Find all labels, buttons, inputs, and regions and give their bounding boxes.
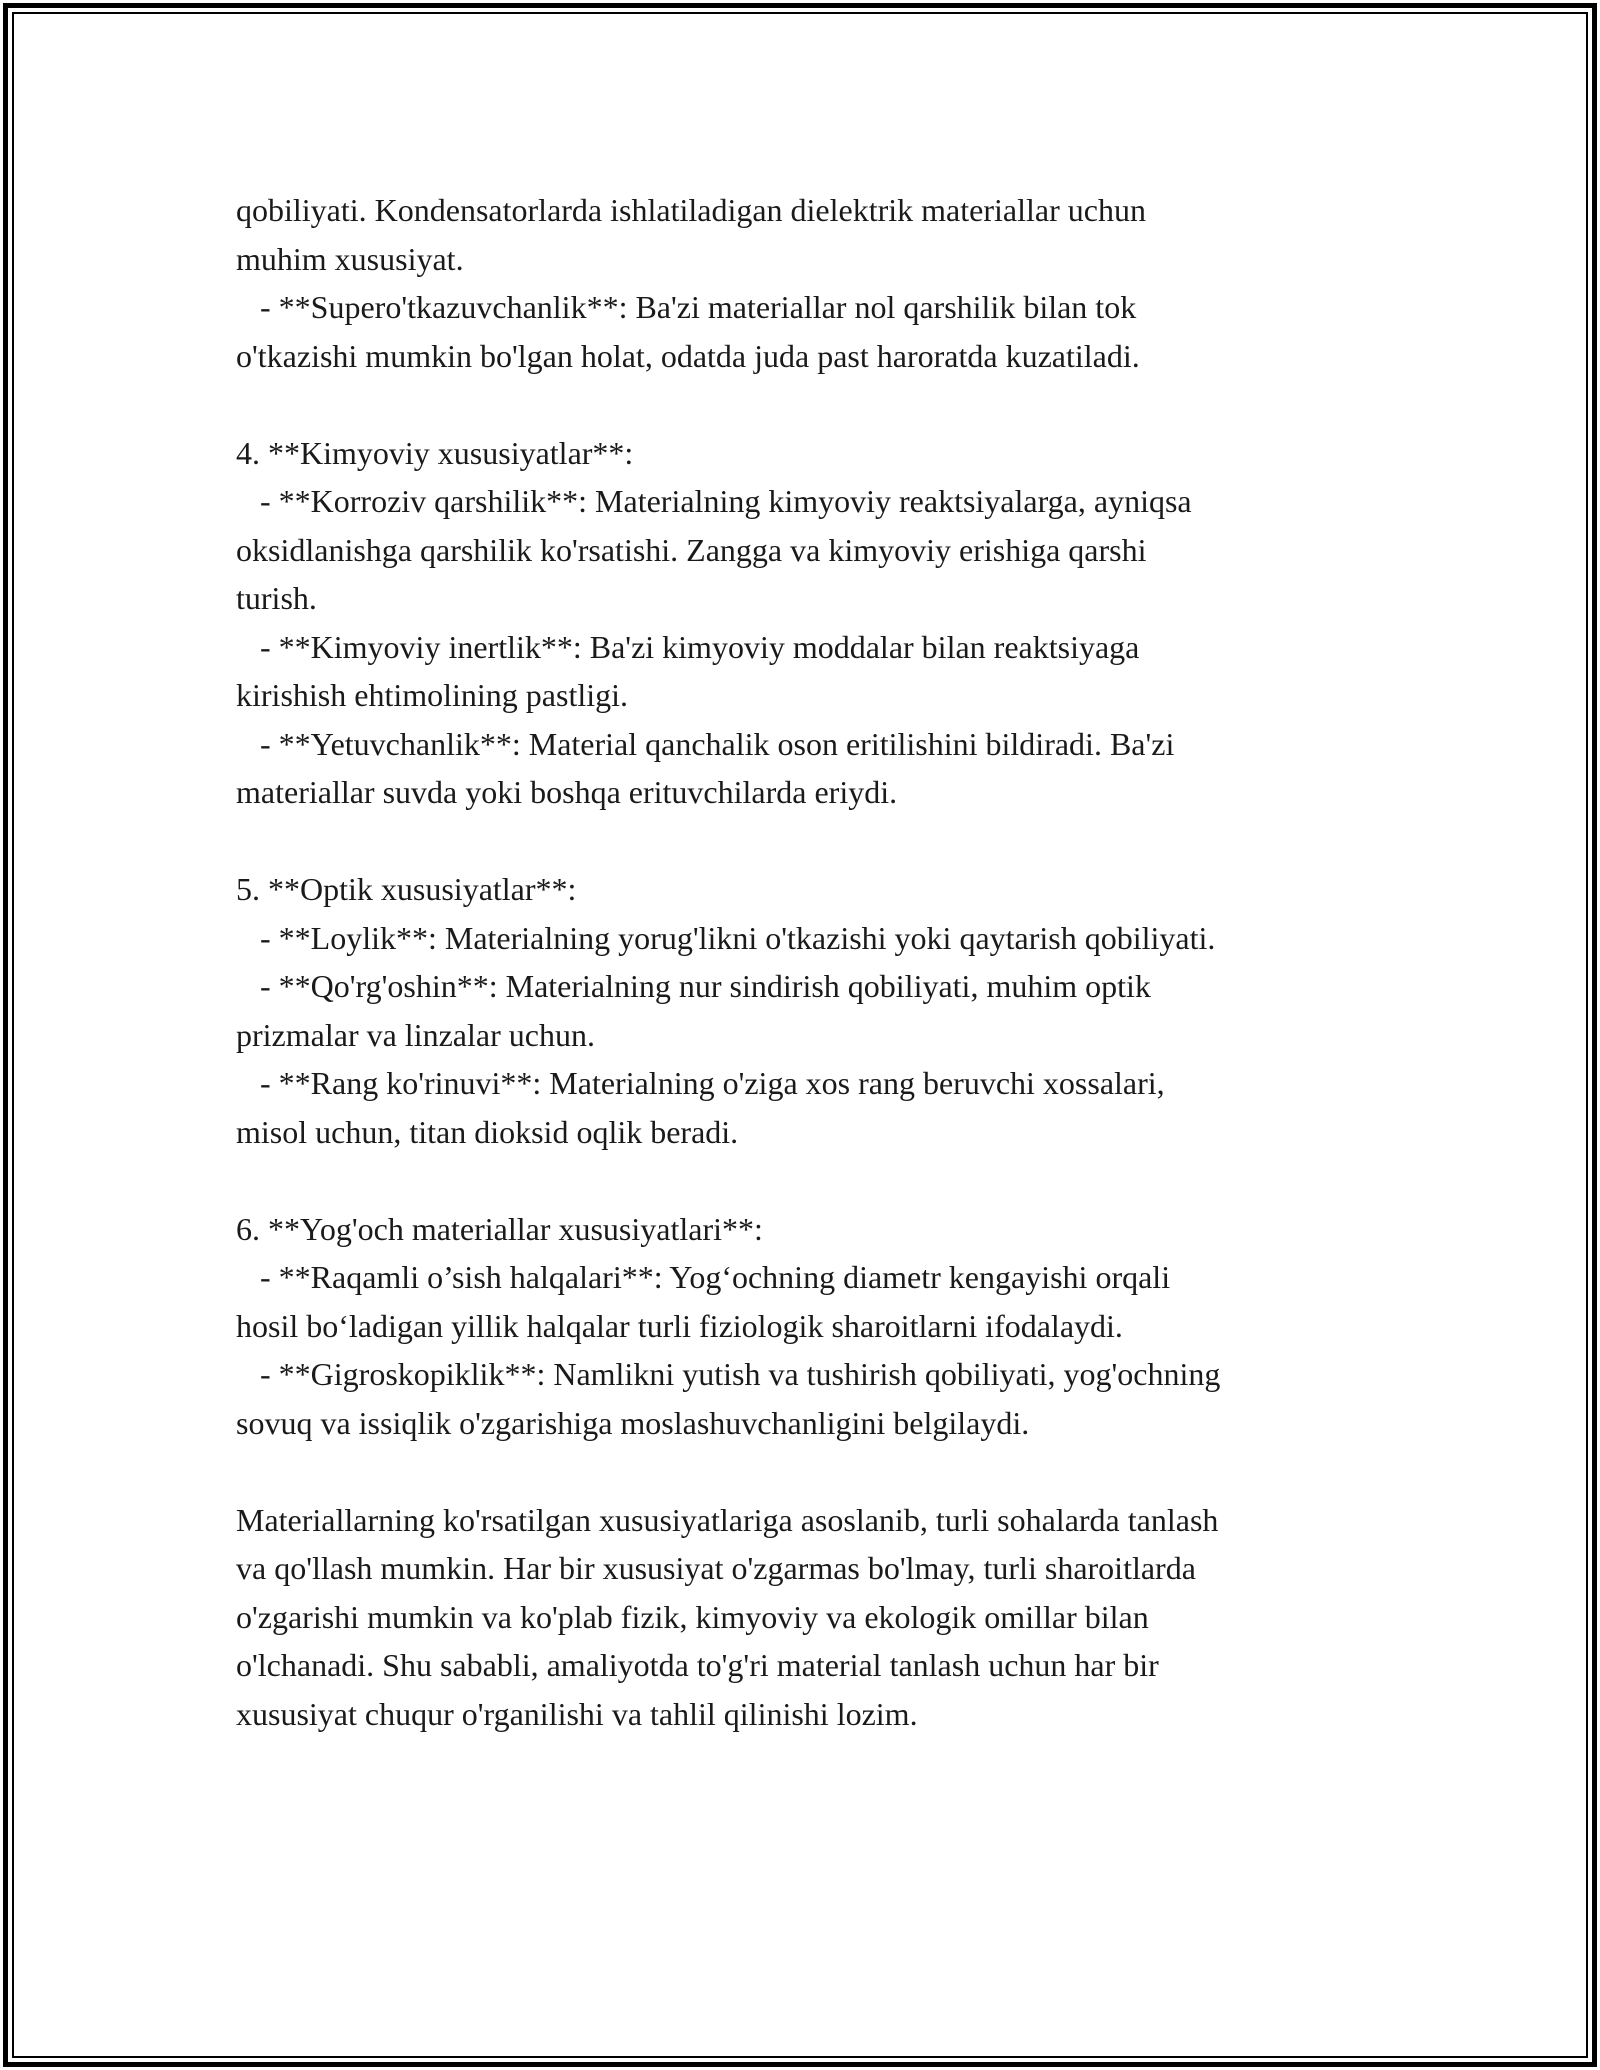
text-line: sovuq va issiqlik o'zgarishiga moslashuvchanligini belgilaydi. <box>236 1404 1030 1441</box>
text-line: xususiyat chuqur o'rganilishi va tahlil qilinishi lozim. <box>236 1695 918 1732</box>
text-line: prizmalar va linzalar uchun. <box>236 1016 595 1053</box>
blank-line <box>236 817 1426 866</box>
text-line: - **Raqamli o’sish halqalari**: Yog‘ochning diametr kengayishi orqali <box>236 1259 1171 1295</box>
text-line: o'lchanadi. Shu sababli, amaliyotda to'g'ri material tanlash uchun har bir <box>236 1647 1159 1683</box>
text-line: - **Yetuvchanlik**: Material qanchalik oson eritilishini bildiradi. Ba'zi <box>236 725 1175 762</box>
text-line: kirishish ehtimolining pastligi. <box>236 677 628 713</box>
text-line: o'tkazishi mumkin bo'lgan holat, odatda juda past haroratda kuzatiladi. <box>236 337 1140 374</box>
text-line: hosil bo‘ladigan yillik halqalar turli fiziologik sharoitlarni ifodalaydi. <box>236 1307 1123 1344</box>
text-line: o'zgarishi mumkin va ko'plab fizik, kimyoviy va ekologik omillar bilan <box>236 1598 1149 1635</box>
section-heading: 4. **Kimyoviy xususiyatlar**: <box>236 434 634 471</box>
section-heading: 6. **Yog'och materiallar xususiyatlari**: <box>236 1210 763 1247</box>
blank-line <box>236 380 1426 429</box>
document-body <box>236 186 1426 1738</box>
text-line: - **Korroziv qarshilik**: Materialning kimyoviy reaktsiyalarga, ayniqsa <box>236 483 1192 519</box>
text-line: - **Kimyoviy inertlik**: Ba'zi kimyoviy moddalar bilan reaktsiyaga <box>236 628 1140 665</box>
text-line: qobiliyati. Kondensatorlarda ishlatiladigan dielektrik materiallar uchun <box>236 192 1146 228</box>
text-line: misol uchun, titan dioksid oqlik beradi. <box>236 1113 739 1150</box>
text-line: oksidlanishga qarshilik ko'rsatishi. Zangga va kimyoviy erishiga qarshi <box>236 531 1147 568</box>
text-line: - **Qo'rg'oshin**: Materialning nur sindirish qobiliyati, muhim optik <box>236 968 1151 1004</box>
text-line: materiallar suvda yoki boshqa erituvchilarda eriydi. <box>236 774 898 810</box>
text-line: - **Supero'tkazuvchanlik**: Ba'zi materiallar nol qarshilik bilan tok <box>236 289 1137 325</box>
text-line: - **Gigroskopiklik**: Namlikni yutish va tushirish qobiliyati, yog'ochning <box>236 1356 1221 1392</box>
text-line: Materiallarning ko'rsatilgan xususiyatlariga asoslanib, turli sohalarda tanlash <box>236 1501 1219 1538</box>
blank-line <box>236 1447 1426 1496</box>
text-line: - **Rang ko'rinuvi**: Materialning o'ziga xos rang beruvchi xossalari, <box>236 1065 1165 1101</box>
text-line: - **Loylik**: Materialning yorug'likni o'tkazishi yoki qaytarish qobiliyati. <box>236 919 1216 956</box>
text-line: turish. <box>236 580 317 616</box>
section-heading: 5. **Optik xususiyatlar**: <box>236 871 577 907</box>
blank-line <box>236 1156 1426 1205</box>
text-line: muhim xususiyat. <box>236 240 464 277</box>
text-line: va qo'llash mumkin. Har bir xususiyat o'zgarmas bo'lmay, turli sharoitlarda <box>236 1550 1196 1586</box>
